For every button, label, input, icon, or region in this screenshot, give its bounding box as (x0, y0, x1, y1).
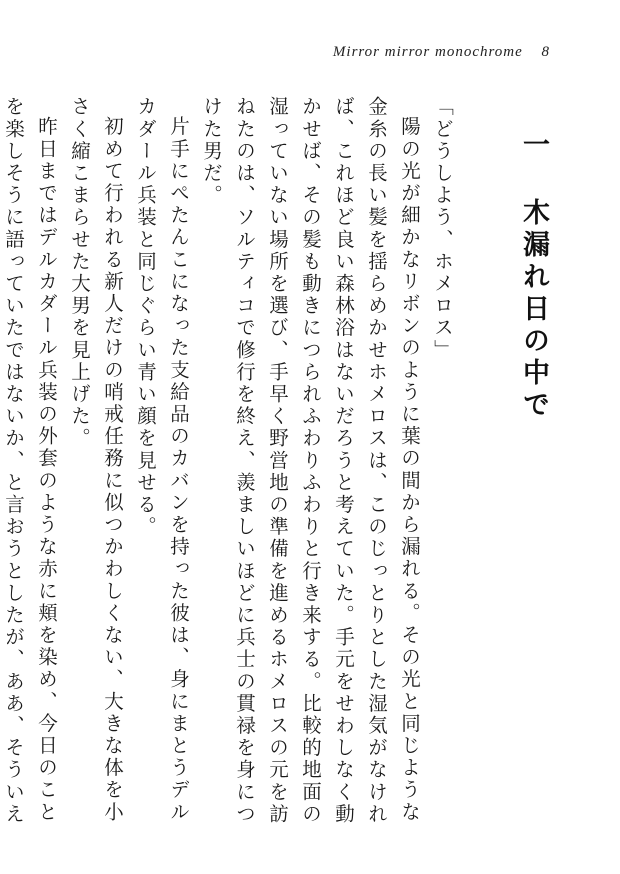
vertical-body-text (2, 96, 550, 826)
chapter-number: 一 (518, 130, 549, 162)
paragraph: 昨日まではデルカダール兵装の外套のような赤に頬を染め、今日のことを楽しそうに語っていたではないか、と言おうとしたが、ああ、そういえ (2, 96, 58, 826)
book-title: Mirror mirror monochrome (332, 44, 523, 60)
running-header (333, 44, 550, 61)
chapter-title: 木漏れ日の中で (518, 198, 549, 422)
paragraph: 初めて行われる新人だけの哨戒任務に似つかわしくない、大きな体を小さく縮こまらせた大男を見上げた。 (68, 96, 124, 823)
page-number: 8 (541, 44, 550, 60)
paragraph: 「どうしよう、ホメロス」 (431, 96, 454, 362)
chapter-heading (517, 96, 550, 826)
paragraph: 片手にぺたんこになった支給品のカバンを持った彼は、身にまとうデルカダール兵装と同じぐらい青い顔を見せる。 (134, 96, 190, 823)
paragraph: 陽の光が細かなリボンのように葉の間から漏れる。その光と同じような金糸の長い髪を揺らめかせホメロスは、このじっとりとした湿気がなければ、これほど良い森林浴はないだろうと考えていた。手元をせわしなく動かせば、その髪も動きにつられふわりふわりと行き来する。比較的地面の湿っていない場所を選び、手早く野営地の準備を進めるホメロスの元を訪ねたのは、ソルティコで修行を終え、羨ましいほどに兵士の貫禄を身につけた男だ。 (200, 96, 421, 826)
